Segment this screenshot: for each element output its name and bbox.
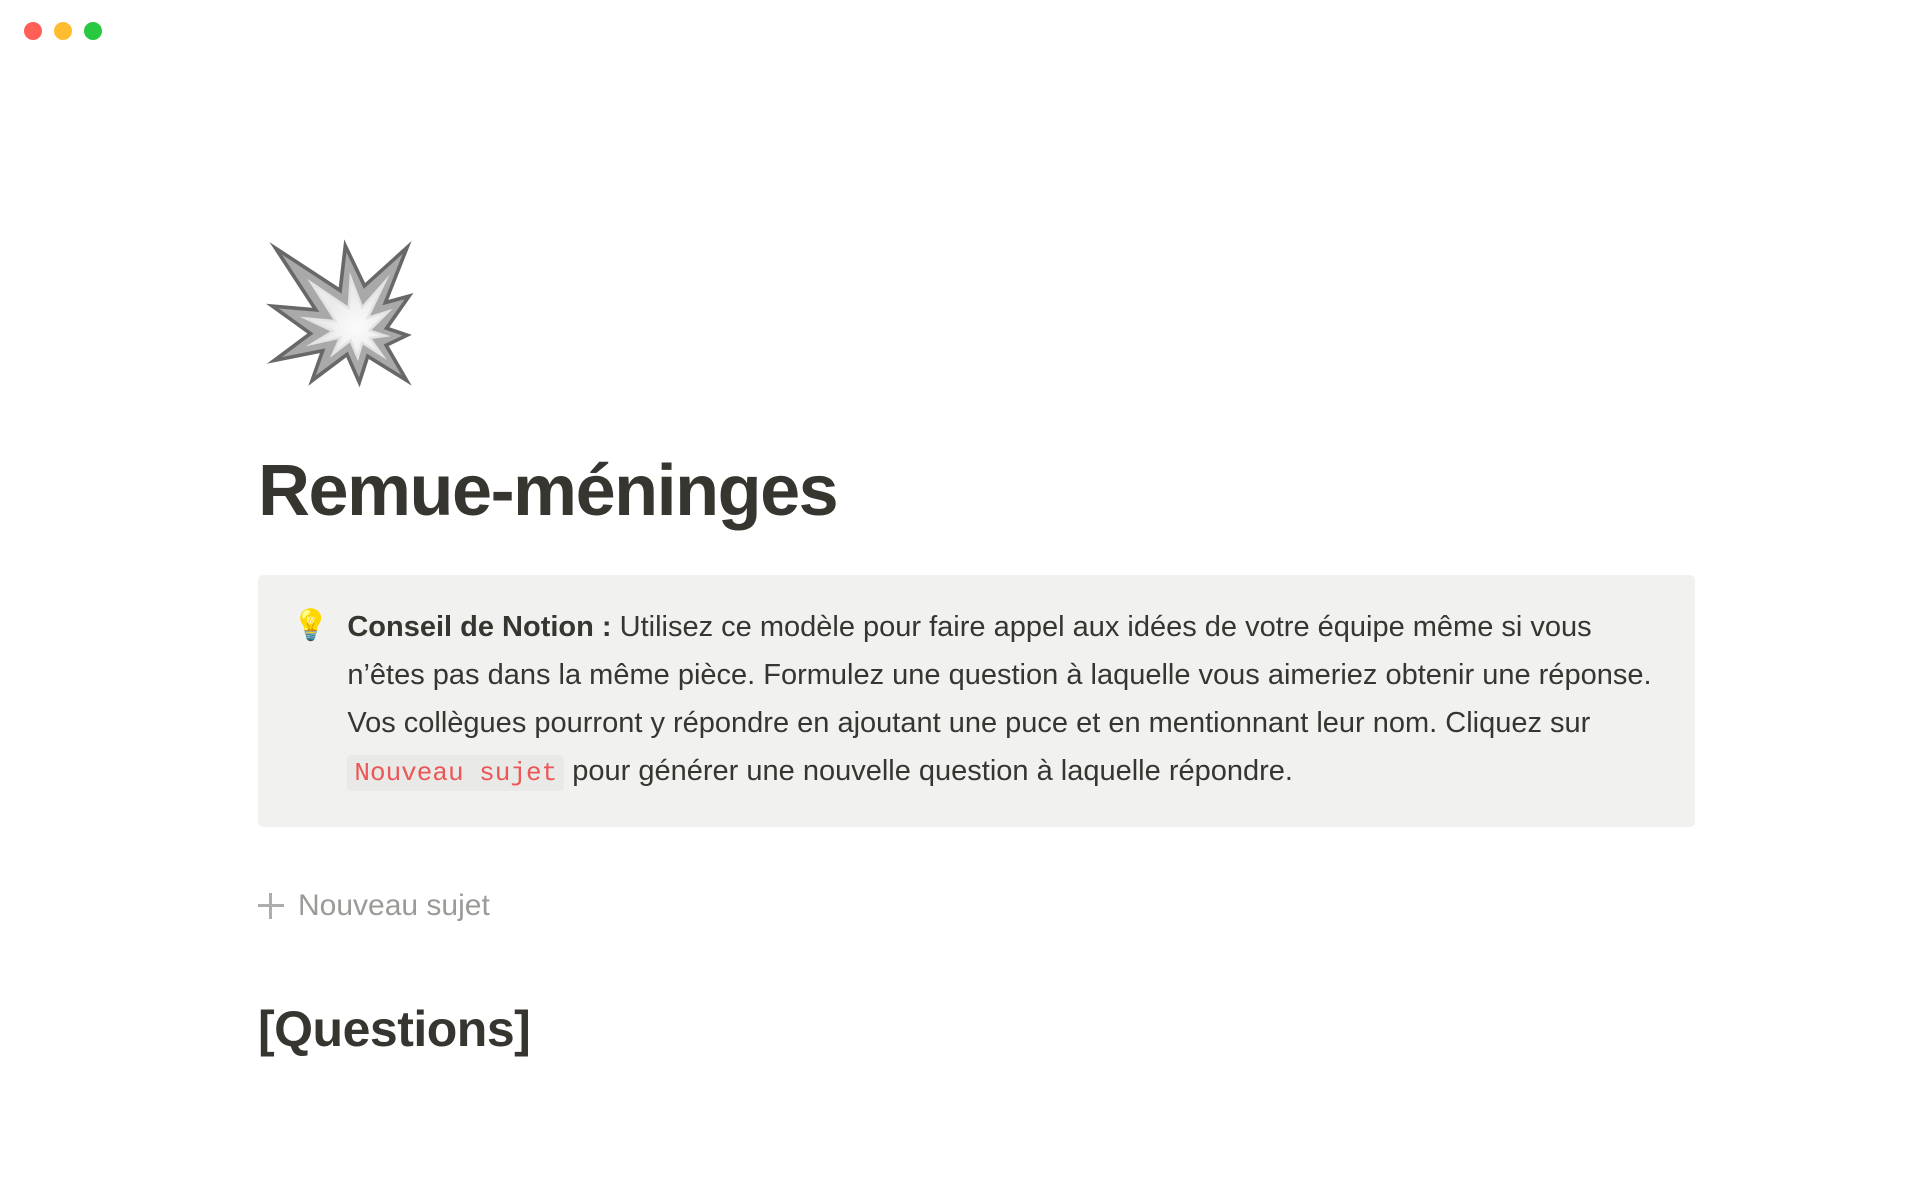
minimize-window-button[interactable] [54, 22, 72, 40]
page-content [0, 239, 1920, 1059]
new-topic-button[interactable] [258, 889, 490, 923]
callout-body-2: pour générer une nouvelle question à laquelle répondre. [564, 755, 1293, 788]
window-title-bar [0, 0, 1920, 62]
callout-body-1: Utilisez ce modèle pour faire appel aux idées de votre équipe même si vous n’êtes pas dans la même pièce. Formulez une question à laquelle vous aimeriez obtenir une réponse. Vos collègues pourront y répondre en ajoutant une puce et en mentionnant leur nom. Cliquez sur [347, 611, 1652, 740]
plus-icon [258, 893, 284, 919]
new-topic-label: Nouveau sujet [298, 889, 490, 923]
traffic-lights [24, 22, 102, 40]
callout-block [258, 575, 1695, 827]
callout-text [347, 603, 1661, 797]
callout-lead: Conseil de Notion : [347, 611, 612, 644]
explosion-emoji[interactable]: 💥 [258, 239, 423, 386]
zoom-window-button[interactable] [84, 22, 102, 40]
inline-code-nouveau-sujet: Nouveau sujet [347, 755, 564, 791]
lightbulb-emoji: 💡 [292, 609, 330, 643]
page-title: Remue-méninges [258, 451, 838, 531]
close-window-button[interactable] [24, 22, 42, 40]
section-heading-questions: [Questions] [258, 1001, 531, 1058]
